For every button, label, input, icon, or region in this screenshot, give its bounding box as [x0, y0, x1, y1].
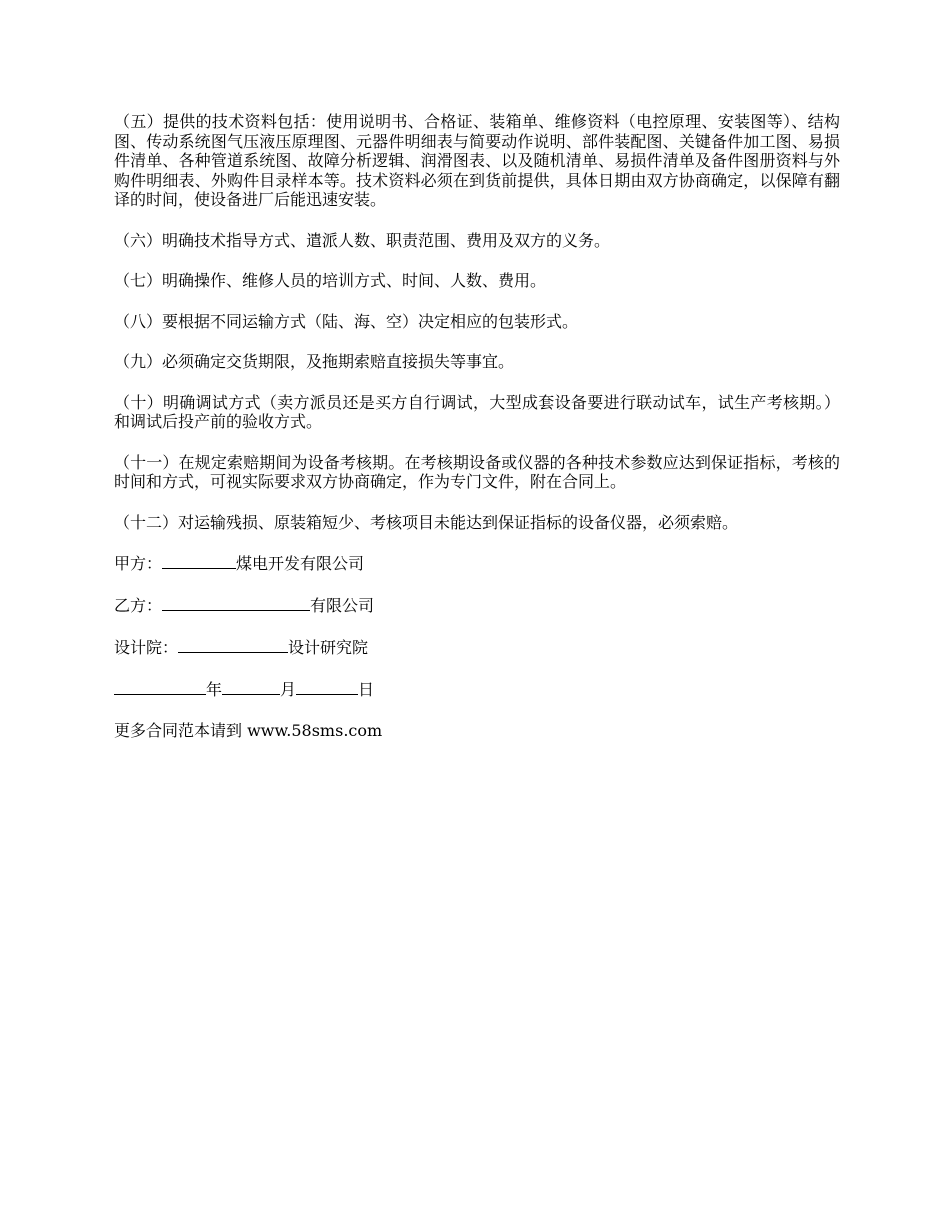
year-label: 年 — [206, 680, 223, 699]
date-line — [114, 679, 840, 700]
party-a-line — [114, 553, 840, 574]
clause-11: （十一）在规定索赔期间为设备考核期。在考核期设备或仪器的各种技术参数应达到保证指标，考核的时间和方式，可视实际要求双方协商确定，作为专门文件，附在合同上。 — [114, 452, 840, 491]
month-blank — [222, 679, 280, 695]
institute-label: 设计院： — [114, 638, 179, 657]
footer-note: 更多合同范本请到 www.58sms.com — [114, 721, 383, 740]
clause-12: （十二）对运输残损、原装箱短少、考核项目未能达到保证指标的设备仪器，必须索赔。 — [114, 512, 739, 532]
clause-6: （六）明确技术指导方式、遣派人数、职责范围、费用及双方的义务。 — [114, 230, 611, 250]
day-label: 日 — [358, 680, 375, 699]
party-b-label: 乙方： — [114, 596, 163, 615]
institute-blank — [178, 637, 288, 653]
party-b-line — [114, 595, 840, 616]
party-b-suffix: 有限公司 — [310, 596, 375, 615]
document-body — [114, 112, 840, 741]
clause-9: （九）必须确定交货期限，及拖期索赔直接损失等事宜。 — [114, 352, 515, 371]
clause-7: （七）明确操作、维修人员的培训方式、时间、人数、费用。 — [114, 271, 547, 290]
institute-line — [114, 637, 840, 658]
month-label: 月 — [280, 680, 297, 699]
party-a-blank — [162, 553, 236, 569]
party-a-suffix: 煤电开发有限公司 — [236, 554, 365, 573]
clause-5: （五）提供的技术资料包括：使用说明书、合格证、装箱单、维修资料（电控原理、安装图等）、结构图、传动系统图气压液压原理图、元器件明细表与简要动作说明、部件装配图、关键备件加工图、易损件清单、各种管道系统图、故障分析逻辑、润滑图表、以及随机清单、易损件清单及备件图册资料与外购件明细表、外购件目录样本等。技术资料必须在到货前提供，具体日期由双方协商确定，以保障有翻译的时间，使设备进厂后能迅速安装。 — [114, 112, 840, 209]
party-a-label: 甲方： — [114, 554, 163, 573]
year-blank — [114, 679, 206, 695]
clause-10: （十）明确调试方式（卖方派员还是买方自行调试，大型成套设备要进行联动试车，试生产考核期。）和调试后投产前的验收方式。 — [114, 392, 840, 431]
clause-8: （八）要根据不同运输方式（陆、海、空）决定相应的包装形式。 — [114, 311, 579, 331]
institute-suffix: 设计研究院 — [288, 638, 369, 657]
party-b-blank — [162, 595, 310, 611]
day-blank — [296, 679, 358, 695]
